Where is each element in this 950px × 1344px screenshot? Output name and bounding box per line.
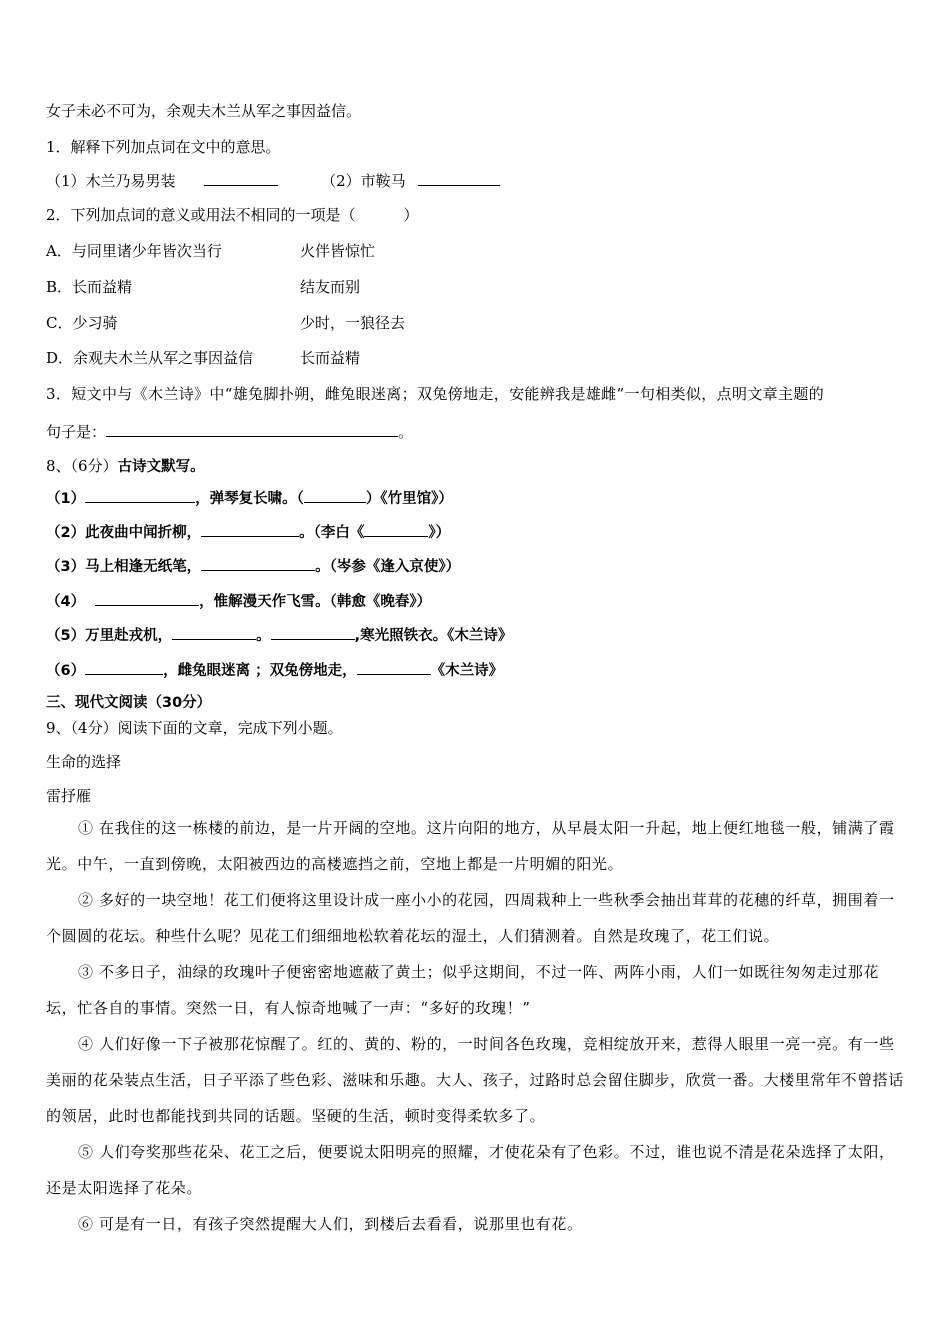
q8-l2-mid: 。（李白《 (299, 525, 365, 541)
q8-line6 (46, 660, 503, 681)
q2-title: 2．下列加点词的意义或用法不相同的一项是（ (46, 206, 356, 224)
q1-blank2[interactable] (418, 171, 500, 186)
q2-option-b: B．长而益精 (46, 278, 133, 296)
q2-option-c-b: 少时，一狼径去 (300, 314, 406, 332)
q8-l5-text: （5）万里赴戎机， (46, 628, 173, 644)
q8-line4 (46, 591, 431, 612)
q8-l1-source: ）《竹里馆》） (365, 491, 453, 507)
q2-title-line (46, 205, 419, 225)
q8-l6-source: 《木兰诗》 (430, 663, 504, 679)
q2-option-a-b: 火伴皆惊忙 (300, 242, 376, 260)
q9-instruction: 9、（4分）阅读下面的文章，完成下列小题。 (46, 719, 343, 737)
q8-l6-blank1[interactable] (85, 660, 163, 675)
article-paragraph-6: ⑥ 可是有一日，有孩子突然提醒大人们，到楼后去看看，说那里也有花。 (78, 1215, 583, 1233)
q8-line2 (46, 522, 450, 543)
q8-title: 古诗文默写。 (117, 459, 205, 475)
q8-line1 (46, 488, 453, 509)
q8-l4-text: ，惟解漫天作飞雪。（韩愈《晚春》） (199, 594, 432, 610)
article-paragraph-1: ① 在我住的这一栋楼的前边，是一片开阔的空地。这片向阳的地方，从早晨太阳一升起，地上便红地毯一般，铺满了霞光。中午，一直到傍晚，太阳被西边的高楼遮挡之前，空地上都是一片明媚的阳光。 (46, 819, 895, 873)
q2-option-a: A．与同里诸少年皆次当行 (46, 242, 222, 260)
q8-l3-text: （3）马上相逢无纸笔， (46, 559, 202, 575)
article-title: 生命的选择 (46, 753, 122, 771)
q1-item1: （1）木兰乃易男装 (46, 172, 176, 190)
q8-line3 (46, 556, 460, 577)
q8-l5-blank1[interactable] (172, 625, 256, 640)
article-paragraph-5: ⑤ 人们夸奖那些花朵、花工之后，便要说太阳明亮的照耀，才使花朵有了色彩。不过，谁也说不清是花朵选择了太阳，还是太阳选择了花朵。 (46, 1143, 895, 1197)
q8-l3-source: 。（岑参《逢入京使》） (315, 559, 461, 575)
header-line: 女子未必不可为，余观夫木兰从军之事因益信。 (46, 102, 362, 120)
q3-line2-start: 句子是： (46, 423, 107, 441)
q8-l6-text: ，雌兔眼迷离 ；双兔傍地走， (163, 663, 357, 679)
q3-line1: 3．短文中与《木兰诗》中“雄兔脚扑朔，雌兔眼迷离；双兔傍地走，安能辨我是雄雌”一句相类似，点明文章主题的 (46, 385, 825, 403)
article-paragraph-2: ② 多好的一块空地！花工们便将这里设计成一座小小的花园，四周栽种上一些秋季会抽出茸茸的花穗的纤草，拥围着一个圆圆的花坛。种些什么呢？见花工们细细地松软着花坛的湿土，人们猜测着。自然是玫瑰了，花工们说。 (46, 891, 895, 945)
q1-title: 1．解释下列加点词在文中的意思。 (46, 138, 281, 156)
q8-l1-text: ，弹琴复长啸。（ (195, 491, 304, 507)
q8-num: 8、（6分） (46, 457, 118, 475)
q1-item2: （2）市鞍马 (321, 172, 406, 190)
q8-l1-blank1[interactable] (85, 488, 195, 503)
article-paragraph-3: ③ 不多日子，油绿的玫瑰叶子便密密地遮蔽了黄土；似乎这期间，不过一阵、两阵小雨，人们一如既往匆匆走过那花坛，忙各自的事情。突然一日，有人惊奇地喊了一声：“多好的玫瑰！” (46, 963, 879, 1017)
q8-l4-blank[interactable] (95, 591, 199, 606)
q2-option-c: C．少习骑 (46, 314, 118, 332)
q1-blank1[interactable] (204, 171, 278, 186)
q8-l6-blank2[interactable] (357, 660, 431, 675)
q8-l1-blank2[interactable] (304, 488, 366, 503)
q8-l1-num: （1） (46, 491, 86, 507)
q8-l5-blank2[interactable] (271, 625, 355, 640)
q8-l2-blank1[interactable] (201, 522, 299, 537)
q3-line2-end: 。 (398, 423, 414, 441)
article-paragraph-4: ④ 人们好像一下子被那花惊醒了。红的、黄的、粉的，一时间各色玫瑰，竞相绽放开来，惹得人眼里一亮一亮。有一些美丽的花朵装点生活，日子平添了些色彩、滋味和乐趣。大人、孩子，过路时总会留住脚步，欣赏一番。大楼里常年不曾搭话的领居，此时也都能找到共同的话题。坚硬的生活，顿时变得柔软多了。 (46, 1035, 905, 1125)
q8-l5-mid: 。 (256, 628, 271, 644)
q2-title-end: ） (403, 206, 419, 224)
section-3-heading: 三、现代文阅读（30分） (46, 695, 212, 711)
q8-l3-blank[interactable] (201, 556, 315, 571)
q8-l2-blank2[interactable] (364, 522, 428, 537)
q8-l4-num: （4） (46, 594, 86, 610)
q8-l5-end: ,寒光照铁衣。《木兰诗》 (354, 628, 513, 644)
q2-option-d-b: 长而益精 (300, 349, 361, 367)
q1-items (46, 171, 500, 191)
q3-blank[interactable] (106, 422, 398, 437)
q8-heading (46, 456, 205, 477)
q8-l6-num: （6） (46, 663, 86, 679)
q2-option-d: D．余观夫木兰从军之事因益信 (46, 349, 254, 367)
q8-l2-text: （2）此夜曲中闻折柳， (46, 525, 202, 541)
q8-l2-end: 》） (428, 525, 451, 541)
q3-line2 (46, 422, 413, 442)
article-author: 雷抒雁 (46, 787, 92, 805)
q2-option-b-b: 结友而别 (300, 278, 361, 296)
q8-line5 (46, 625, 512, 646)
